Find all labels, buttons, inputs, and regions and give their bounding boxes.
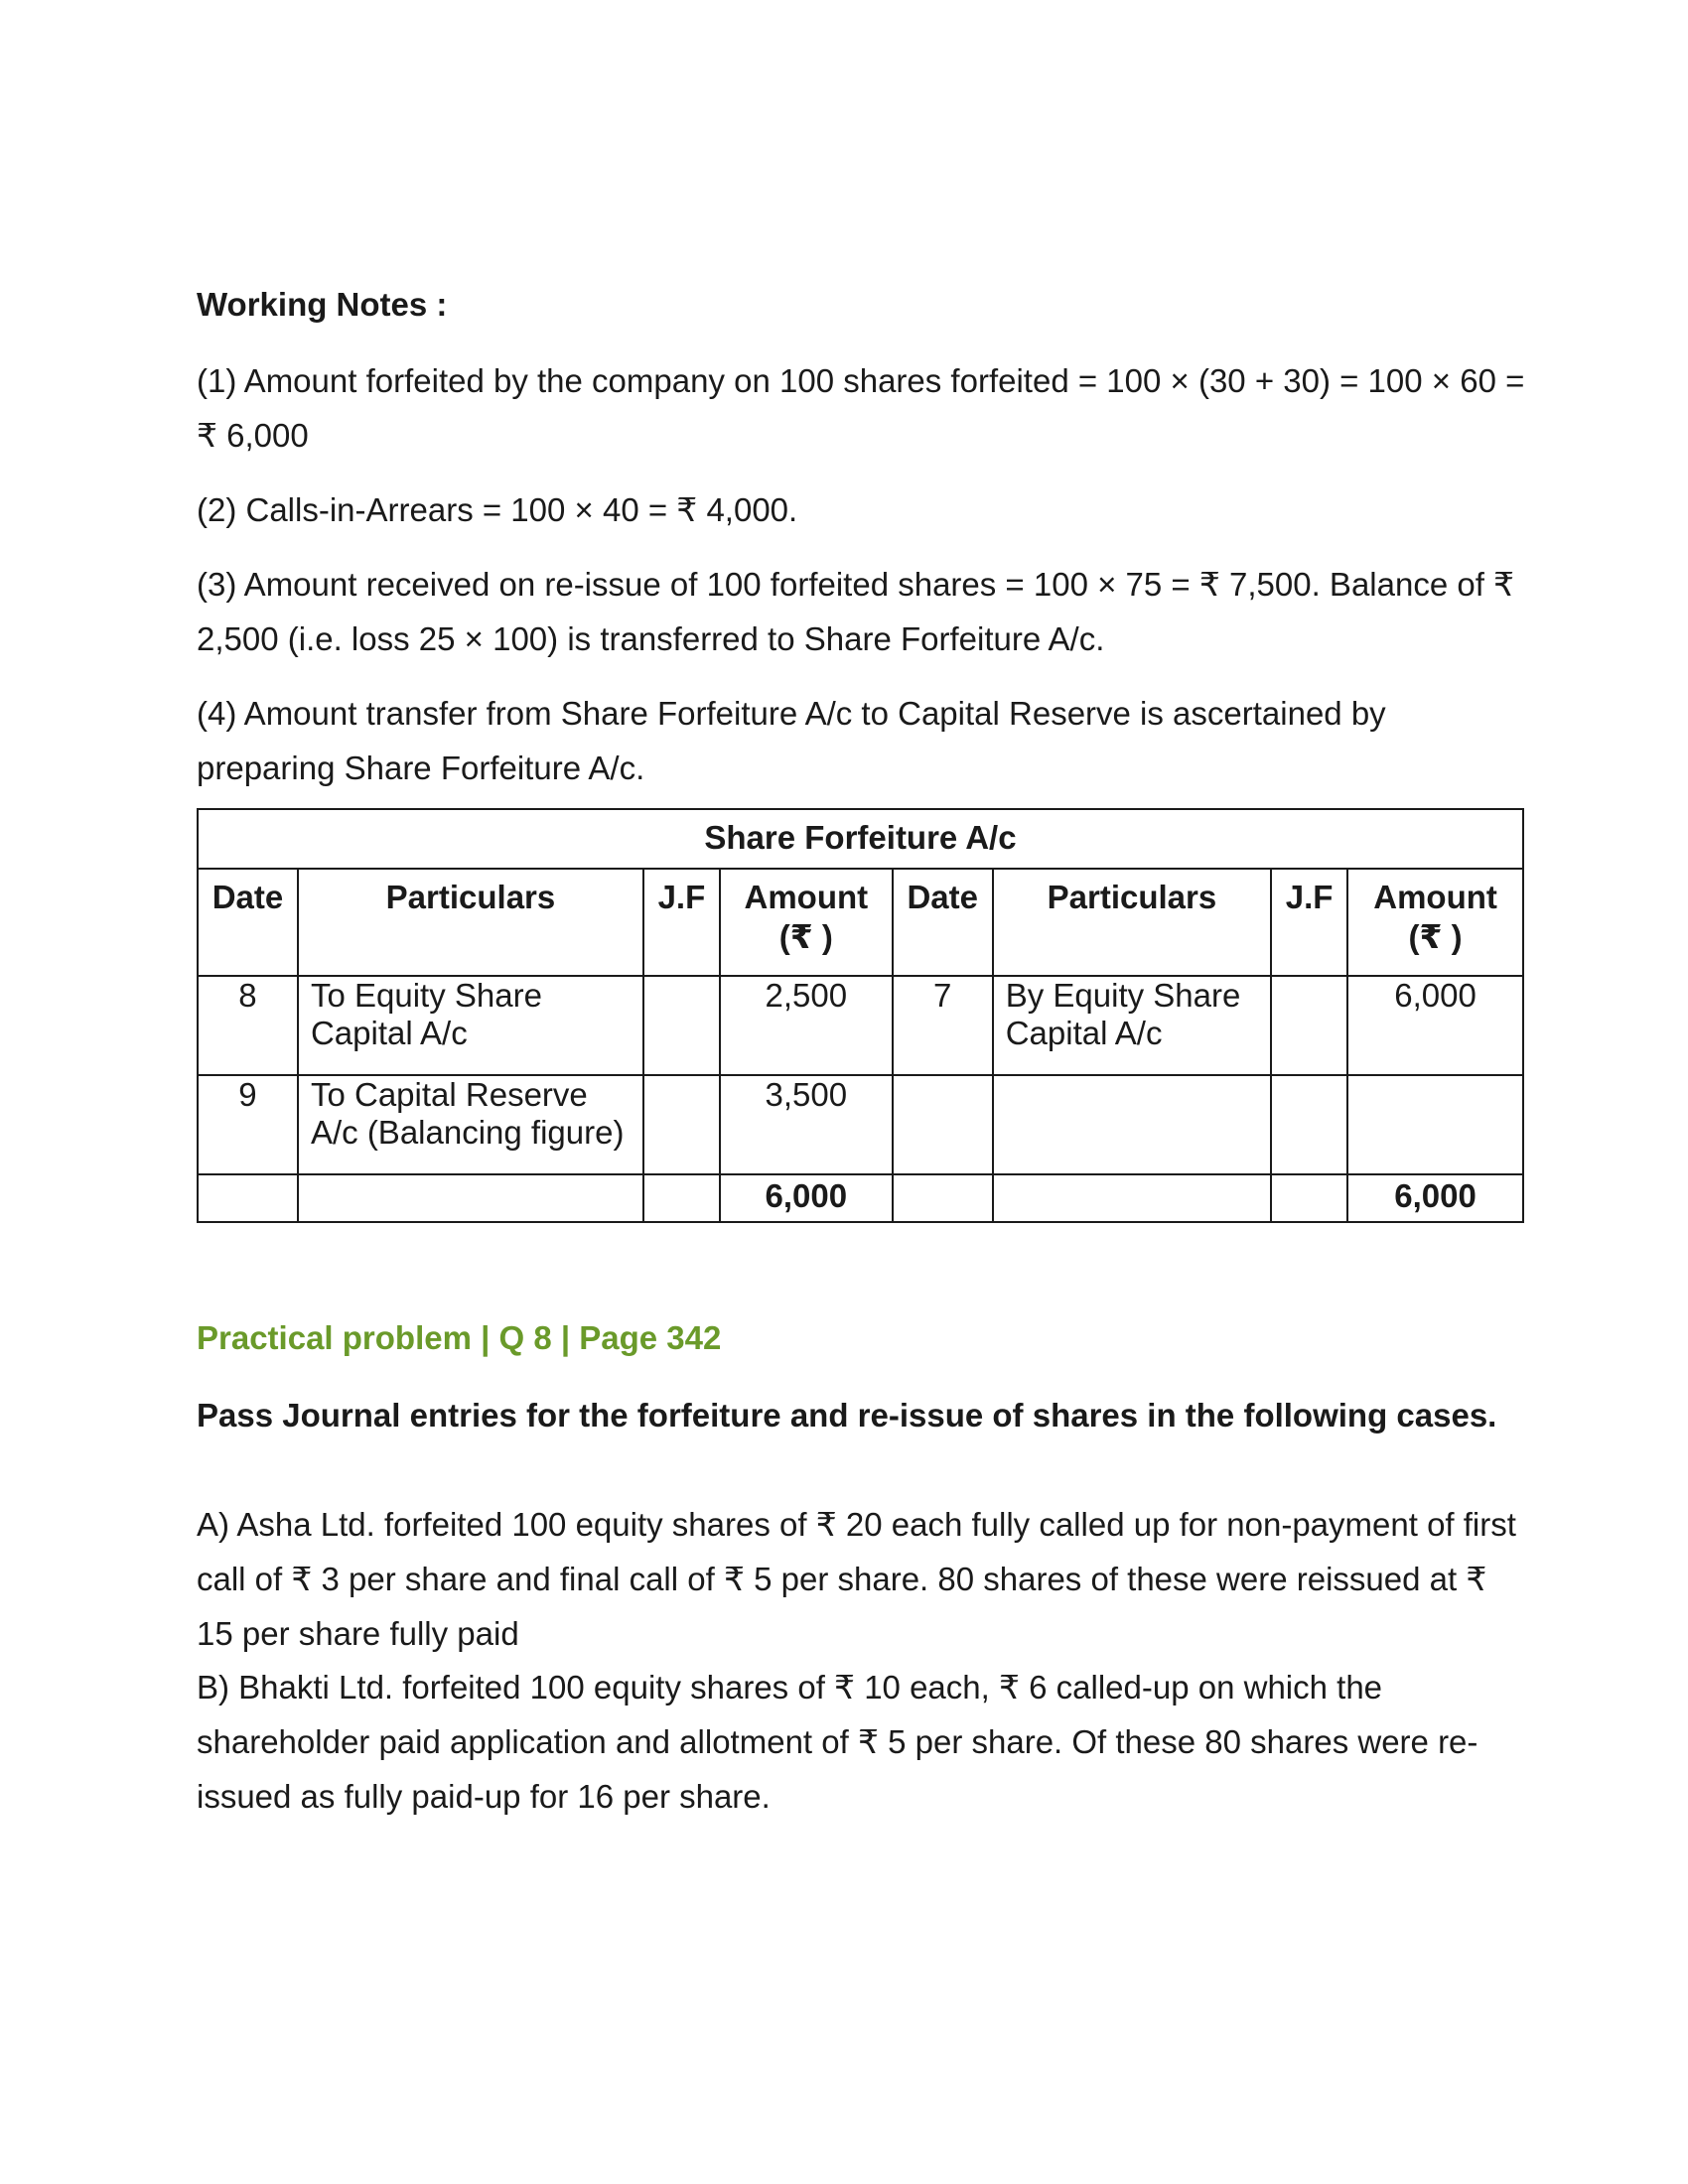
dr-particulars-cell: To Capital Reserve A/c (Balancing figure)	[298, 1075, 643, 1174]
empty-cell	[993, 1174, 1271, 1222]
dr-amount-cell: 2,500	[720, 976, 893, 1075]
ledger-title: Share Forfeiture A/c	[198, 809, 1523, 869]
header-cr-amount: Amount (₹ )	[1347, 869, 1523, 976]
totals-row	[198, 1174, 1523, 1222]
empty-cell	[198, 1174, 298, 1222]
cr-total-cell: 6,000	[1347, 1174, 1523, 1222]
header-cr-jf: J.F	[1271, 869, 1347, 976]
dr-total-cell: 6,000	[720, 1174, 893, 1222]
case-a-text: A) Asha Ltd. forfeited 100 equity shares of ₹ 20 each fully called up for non-payment of first call of ₹ 3 per share and final call of ₹ 5 per share. 80 shares of these were reissued at ₹ 15 per share fully paid	[197, 1506, 1516, 1652]
header-cr-date: Date	[893, 869, 993, 976]
table-row	[198, 976, 1523, 1075]
cr-amount-cell: 6,000	[1347, 976, 1523, 1075]
dr-date-cell: 8	[198, 976, 298, 1075]
header-dr-particulars: Particulars	[298, 869, 643, 976]
question-text: Pass Journal entries for the forfeiture and re-issue of shares in the following cases.	[197, 1397, 1497, 1433]
empty-cell	[1271, 1174, 1347, 1222]
cr-jf-cell	[1271, 1075, 1347, 1174]
header-dr-amount: Amount (₹ )	[720, 869, 893, 976]
header-dr-date: Date	[198, 869, 298, 976]
dr-particulars-cell: To Equity Share Capital A/c	[298, 976, 643, 1075]
practical-problem-title: Practical problem | Q 8 | Page 342	[197, 1319, 722, 1356]
working-note-2: (2) Calls-in-Arrears = 100 × 40 = ₹ 4,000.	[197, 491, 798, 528]
empty-cell	[893, 1174, 993, 1222]
cr-amount-cell	[1347, 1075, 1523, 1174]
working-note-1: (1) Amount forfeited by the company on 100 shares forfeited = 100 × (30 + 30) = 100 × 60 = ₹ 6,000	[197, 362, 1525, 454]
empty-cell	[643, 1174, 720, 1222]
dr-jf-cell	[643, 1075, 720, 1174]
share-forfeiture-ledger-table	[197, 808, 1524, 1223]
table-row	[198, 1075, 1523, 1174]
dr-amount-cell: 3,500	[720, 1075, 893, 1174]
header-dr-jf: J.F	[643, 869, 720, 976]
header-cr-particulars: Particulars	[993, 869, 1271, 976]
working-notes-heading: Working Notes :	[197, 286, 448, 323]
dr-jf-cell	[643, 976, 720, 1075]
cr-date-cell	[893, 1075, 993, 1174]
cr-jf-cell	[1271, 976, 1347, 1075]
empty-cell	[298, 1174, 643, 1222]
cr-date-cell: 7	[893, 976, 993, 1075]
case-b-text: B) Bhakti Ltd. forfeited 100 equity shares of ₹ 10 each, ₹ 6 called-up on which the shareholder paid application and allotment of ₹ 5 per share. Of these 80 shares were re-issued as fully paid-up for 16 per share.	[197, 1669, 1478, 1815]
dr-date-cell: 9	[198, 1075, 298, 1174]
cr-particulars-cell	[993, 1075, 1271, 1174]
working-note-3: (3) Amount received on re-issue of 100 forfeited shares = 100 × 75 = ₹ 7,500. Balance of ₹ 2,500 (i.e. loss 25 × 100) is transferred to Share Forfeiture A/c.	[197, 566, 1515, 657]
working-note-4: (4) Amount transfer from Share Forfeiture A/c to Capital Reserve is ascertained by preparing Share Forfeiture A/c.	[197, 695, 1386, 786]
cr-particulars-cell: By Equity Share Capital A/c	[993, 976, 1271, 1075]
